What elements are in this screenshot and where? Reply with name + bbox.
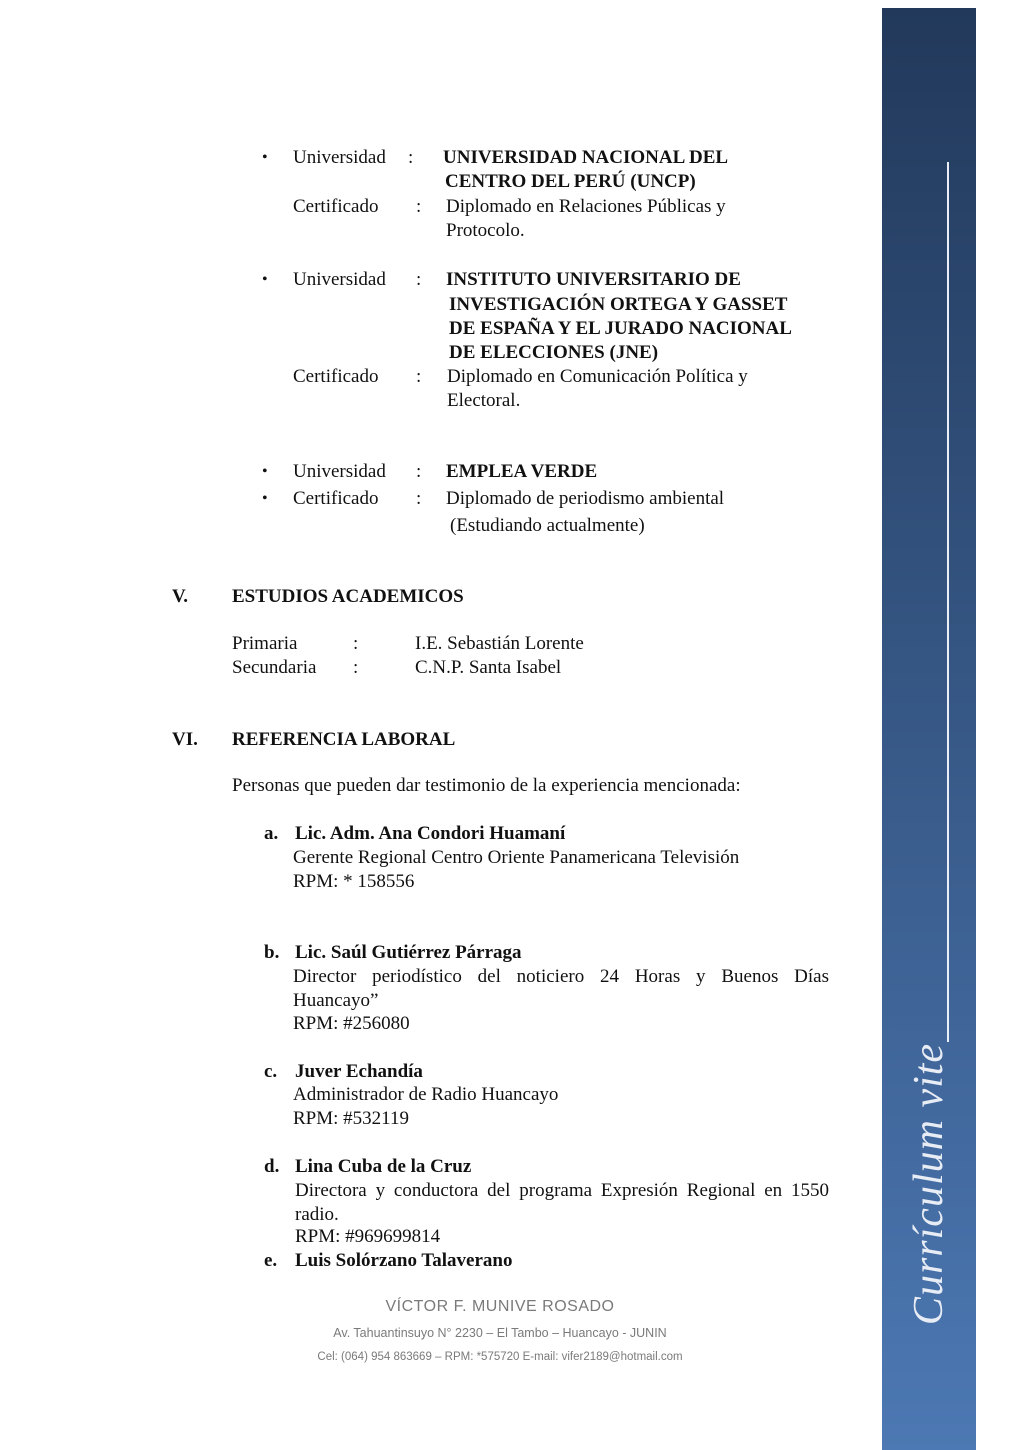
university-name: INSTITUTO UNIVERSITARIO DE: [446, 269, 741, 290]
school-name: I.E. Sebastián Lorente: [415, 633, 584, 654]
colon: :: [416, 488, 422, 509]
reference-letter: d.: [264, 1156, 280, 1177]
university-name: UNIVERSIDAD NACIONAL DEL: [443, 147, 729, 168]
reference-phone: RPM: #256080: [293, 1013, 410, 1034]
colon: :: [416, 461, 422, 482]
school-name: C.N.P. Santa Isabel: [415, 657, 562, 678]
certificate-value: Electoral.: [447, 390, 521, 411]
reference-letter: e.: [264, 1250, 278, 1271]
colon: :: [353, 633, 359, 654]
reference-phone: RPM: #969699814: [295, 1226, 441, 1247]
colon: :: [416, 366, 422, 387]
university-label: Universidad: [293, 147, 386, 168]
bullet: •: [262, 490, 268, 507]
certificate-value: Diplomado de periodismo ambiental: [446, 488, 725, 509]
university-label: Universidad: [293, 269, 386, 290]
certificate-value: Diplomado en Relaciones Públicas y: [446, 196, 726, 217]
certificate-label: Certificado: [293, 366, 379, 387]
colon: :: [353, 657, 359, 678]
reference-role: Directora y conductora del programa Expresión Regional en 1550 radio.: [295, 1180, 829, 1225]
study-level-label: Secundaria: [232, 657, 317, 678]
footer-name: VÍCTOR F. MUNIVE ROSADO: [385, 1298, 615, 1315]
references-intro: Personas que pueden dar testimonio de la experiencia mencionada:: [232, 775, 741, 796]
reference-role: Administrador de Radio Huancayo: [293, 1084, 559, 1105]
university-name: INVESTIGACIÓN ORTEGA Y GASSET: [449, 294, 788, 315]
sidebar-title: Currículum vite: [906, 1042, 952, 1326]
colon: :: [416, 196, 422, 217]
certificate-value: Diplomado en Comunicación Política y: [447, 366, 748, 387]
reference-name: Lic. Adm. Ana Condori Huamaní: [295, 823, 566, 844]
university-name: DE ESPAÑA Y EL JURADO NACIONAL: [449, 318, 792, 339]
university-label: Universidad: [293, 461, 386, 482]
study-level-label: Primaria: [232, 633, 298, 654]
colon: :: [416, 269, 422, 290]
bullet: •: [262, 463, 268, 480]
certificate-value: (Estudiando actualmente): [450, 515, 645, 536]
section-title: REFERENCIA LABORAL: [232, 729, 456, 750]
bullet: •: [262, 271, 268, 288]
reference-phone: RPM: #532119: [293, 1108, 409, 1129]
reference-name: Lic. Saúl Gutiérrez Párraga: [295, 942, 522, 963]
section-number: VI.: [172, 729, 198, 750]
reference-letter: b.: [264, 942, 280, 963]
reference-letter: c.: [264, 1061, 278, 1082]
certificate-label: Certificado: [293, 488, 379, 509]
reference-phone: RPM: * 158556: [293, 871, 415, 892]
reference-role: Gerente Regional Centro Oriente Panamericana Televisión: [293, 847, 740, 868]
bullet: •: [262, 149, 268, 166]
reference-name: Juver Echandía: [295, 1061, 423, 1082]
reference-role: Director periodístico del noticiero 24 Horas y Buenos Días Huancayo”: [293, 966, 829, 1011]
reference-name: Luis Solórzano Talaverano: [295, 1250, 513, 1271]
footer-contact: Cel: (064) 954 863669 – RPM: *575720 E-mail: vifer2189@hotmail.com: [317, 1351, 683, 1363]
reference-letter: a.: [264, 823, 279, 844]
reference-name: Lina Cuba de la Cruz: [295, 1156, 472, 1177]
colon: :: [408, 147, 414, 168]
university-name: DE ELECCIONES (JNE): [449, 342, 659, 363]
university-name: CENTRO DEL PERÚ (UNCP): [445, 171, 696, 192]
section-title: ESTUDIOS ACADEMICOS: [232, 586, 464, 607]
sidebar-rule: [947, 162, 949, 1042]
university-name: EMPLEA VERDE: [446, 461, 598, 482]
section-number: V.: [172, 586, 189, 607]
certificate-value: Protocolo.: [446, 220, 525, 241]
certificate-label: Certificado: [293, 196, 379, 217]
footer-address: Av. Tahuantinsuyo N° 2230 – El Tambo – Huancayo - JUNIN: [333, 1326, 667, 1340]
